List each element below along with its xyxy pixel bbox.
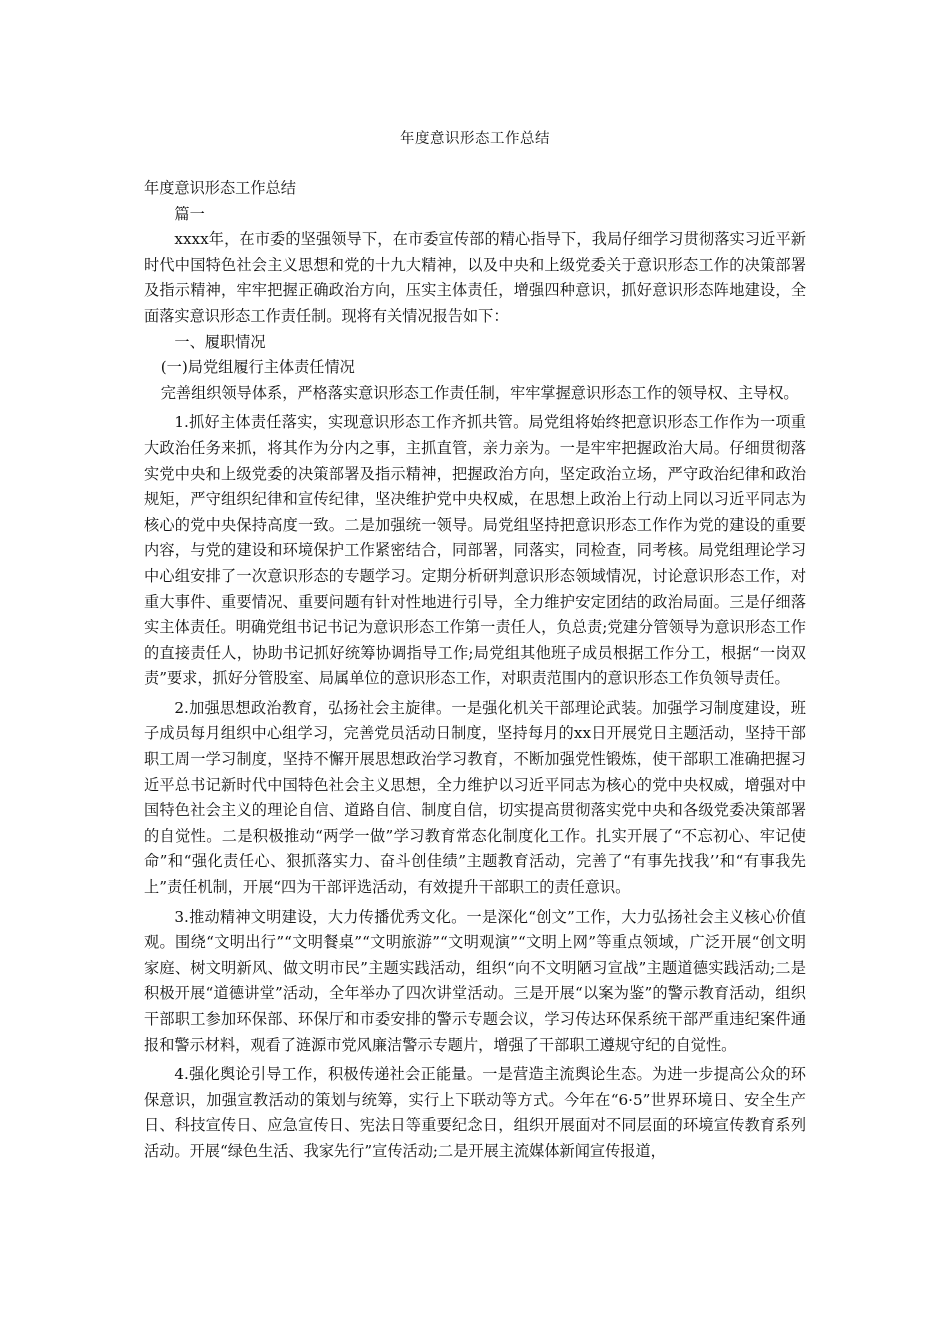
- heading-performance: 一、履职情况: [174, 332, 266, 351]
- intro-paragraph: xxxx年，在市委的坚强领导下，在市委宣传部的精心指导下，我局仔细学习贯彻落实习近平新时代中国特色社会主义思想和党的十九大精神，以及中央和上级党委关于意识形态工作的决策部署及指示精神，牢牢把握正确政治方向，压实主体责任，增强四种意识，抓好意识形态阵地建设，全面落实意识形态工作责任制。现将有关情况报告如下：: [144, 230, 806, 325]
- document-subtitle: 年度意识形态工作总结: [144, 179, 296, 197]
- document-title: 年度意识形态工作总结: [400, 131, 550, 147]
- document-body: [144, 176, 806, 1165]
- heading-party-group: (一)局党组履行主体责任情况: [160, 358, 355, 377]
- paragraph-4: 4.强化舆论引导工作，积极传递社会正能量。一是营造主流舆论生态。为进一步提高公众的环保意识，加强宣教活动的策划与统筹，实行上下联动等方式。今年在“6·5”世界环境日、安全生产日、科技宣传日、应急宣传日、宪法日等重要纪念日，组织开展面对不同层面的环境宣传教育系列活动。开展“绿色生活、我家先行”宣传活动;二是开展主流媒体新闻宣传报道，: [144, 1065, 806, 1160]
- paragraph-2: 2.加强思想政治教育，弘扬社会主旋律。一是强化机关干部理论武装。加强学习制度建设，班子成员每月组织中心组学习，完善党员活动日制度，坚持每月的xx日开展党日主题活动，坚持干部职工周一学习制度，坚持不懈开展思想政治学习教育，不断加强党性锻炼，使干部职工准确把握习近平总书记新时代中国特色社会主义思想，全力维护以习近平同志为核心的党中央权威，增强对中国特色社会主义的理论自信、道路自信、制度自信，切实提高贯彻落实党中央和各级党委决策部署的自觉性。二是积极推动“两学一做”学习教育常态化制度化工作。扎实开展了“不忘初心、牢记使命”和“强化责任心、狠抓落实力、奋斗创佳绩”主题教育活动，完善了“有事先找我’’和“有事我先上”责任机制，开展“四为干部评选活动，有效提升干部职工的责任意识。: [144, 698, 806, 897]
- section-label: 篇一: [174, 204, 205, 223]
- paragraph-organization: 完善组织领导体系，严格落实意识形态工作责任制，牢牢掌握意识形态工作的领导权、主导权。: [160, 383, 799, 402]
- paragraph-1: 1.抓好主体责任落实，实现意识形态工作齐抓共管。局党组将始终把意识形态工作作为一项重大政治任务来抓，将其作为分内之事，主抓直管，亲力亲为。一是牢牢把握政治大局。仔细贯彻落实党中央和上级党委的决策部署及指示精神，把握政治方向，坚定政治立场，严守政治纪律和政治规矩，严守组织纪律和宣传纪律，坚决维护党中央权威，在思想上政治上行动上同以习近平同志为核心的党中央保持高度一致。二是加强统一领导。局党组坚持把意识形态工作作为党的建设的重要内容，与党的建设和环境保护工作紧密结合，同部署，同落实，同检查，同考核。局党组理论学习中心组安排了一次意识形态的专题学习。定期分析研判意识形态领域情况，讨论意识形态工作，对重大事件、重要情况、重要问题有针对性地进行引导，全力维护安定团结的政治局面。三是仔细落实主体责任。明确党组书记书记为意识形态工作第一责任人，负总责;党建分管领导为意识形态工作的直接责任人，协助书记抓好统筹协调指导工作;局党组其他班子成员根据工作分工，根据“一岗双责”要求，抓好分管股室、局属单位的意识形态工作，对职责范围内的意识形态工作负领导责任。: [144, 413, 806, 688]
- paragraph-3: 3.推动精神文明建设，大力传播优秀文化。一是深化“创文”工作，大力弘扬社会主义核心价值观。围绕“文明出行”“文明餐桌”“文明旅游”“文明观演”“文明上网”等重点领域，广泛开展“创文明家庭、树文明新风、做文明市民”主题实践活动，组织“向不文明陋习宣战”主题道德实践活动;二是积极开展“道德讲堂”活动，全年举办了四次讲堂活动。三是开展“以案为鉴”的警示教育活动，组织干部职工参加环保部、环保厅和市委安排的警示专题会议，学习传达环保系统干部严重违纪案件通报和警示材料，观看了涟源市党风廉洁警示专题片，增强了干部职工遵规守纪的自觉性。: [144, 907, 806, 1054]
